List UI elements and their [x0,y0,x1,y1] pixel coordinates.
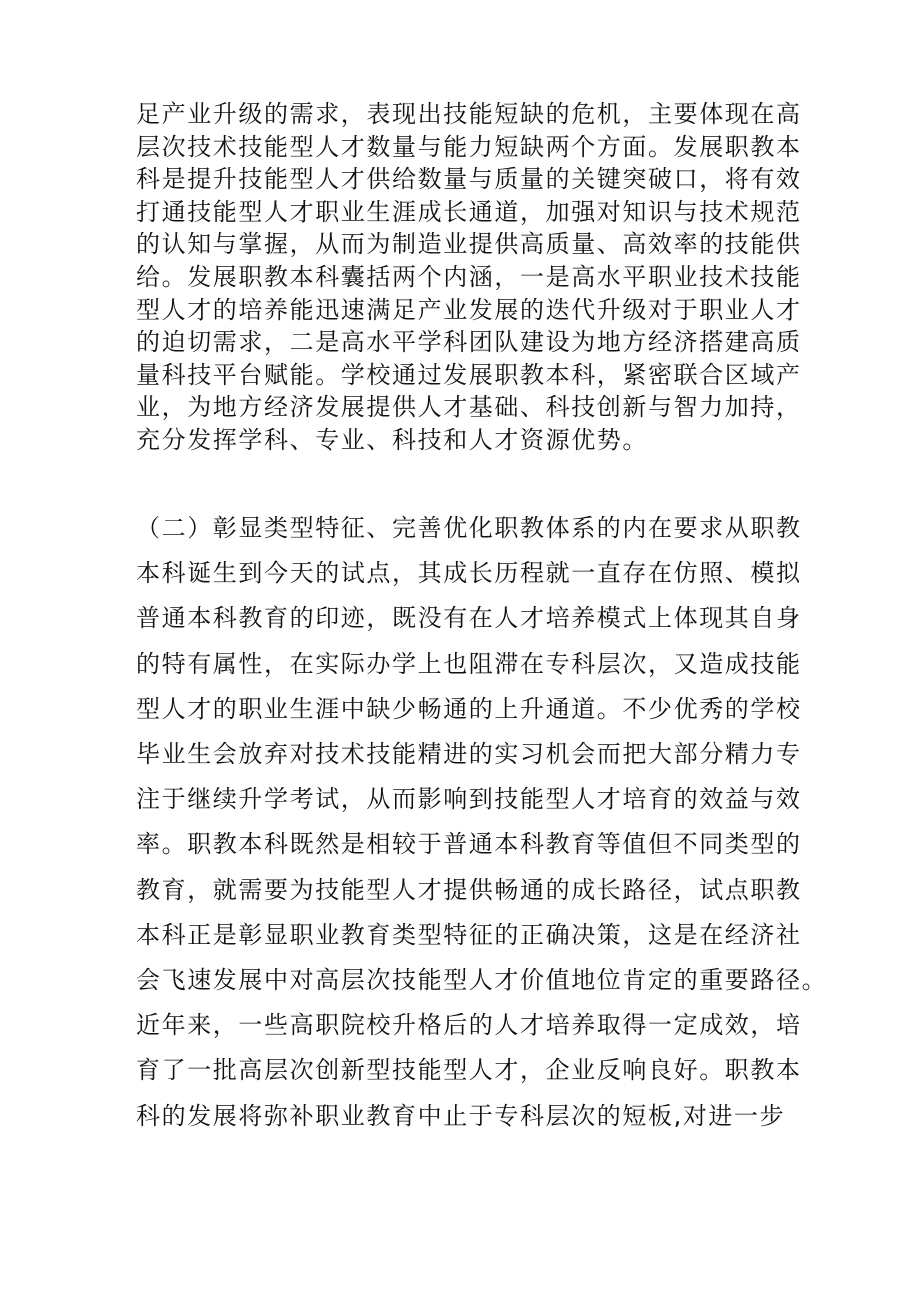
text-line: 业，为地方经济发展提供人才基础、科技创新与智力加持， [136,393,802,422]
text-line: 的特有属性，在实际办学上也阻滞在专科层次，又造成技能 [136,649,802,678]
body-paragraph-2 [136,506,828,1139]
text-line: 本科正是彰显职业教育类型特征的正确决策，这是在经济社 [136,920,802,949]
text-line: 型人才的职业生涯中缺少畅通的上升通道。不少优秀的学校 [136,694,802,723]
text-line: 量科技平台赋能。学校通过发展职教本科，紧密联合区域产 [136,360,802,389]
text-line: 给。发展职教本科囊括两个内涵，一是高水平职业技术技能 [136,262,802,291]
text-line: 率。职教本科既然是相较于普通本科教育等值但不同类型的 [136,830,802,859]
text-line: 层次技术技能型人才数量与能力短缺两个方面。发展职教本 [136,132,802,161]
text-line: 本科诞生到今天的试点，其成长历程就一直存在仿照、模拟 [136,559,802,588]
text-line: 会飞速发展中对高层次技能型人才价值地位肯定的重要路径。 [136,966,828,995]
text-line: 近年来，一些高职院校升格后的人才培养取得一定成效，培 [136,1011,802,1040]
text-line: 毕业生会放弃对技术技能精进的实习机会而把大部分精力专 [136,740,802,769]
text-line: 的迫切需求，二是高水平学科团队建设为地方经济搭建高质 [136,328,802,357]
text-line: 普通本科教育的印迹，既没有在人才培养模式上体现其自身 [136,604,802,633]
text-line: 注于继续升学考试，从而影响到技能型人才培育的效益与效 [136,785,802,814]
text-line: 科的发展将弥补职业教育中止于专科层次的短板,对进一步 [136,1101,786,1130]
text-line: 的认知与掌握，从而为制造业提供高质量、高效率的技能供 [136,230,802,259]
text-line: 足产业升级的需求，表现出技能短缺的危机，主要体现在高 [136,100,802,128]
text-line: 型人才的培养能迅速满足产业发展的迭代升级对于职业人才 [136,295,802,324]
section-heading-line: （二）彰显类型特征、完善优化职教体系的内在要求从职教 [136,514,802,542]
body-paragraph-1 [136,98,802,457]
text-line: 教育，就需要为技能型人才提供畅通的成长路径，试点职教 [136,875,802,904]
text-line: 充分发挥学科、专业、科技和人才资源优势。 [136,425,648,454]
text-line: 科是提升技能型人才供给数量与质量的关键突破口，将有效 [136,165,802,194]
text-line: 育了一批高层次创新型技能型人才，企业反响良好。职教本 [136,1056,802,1085]
text-line: 打通技能型人才职业生涯成长通道，加强对知识与技术规范 [136,197,802,226]
